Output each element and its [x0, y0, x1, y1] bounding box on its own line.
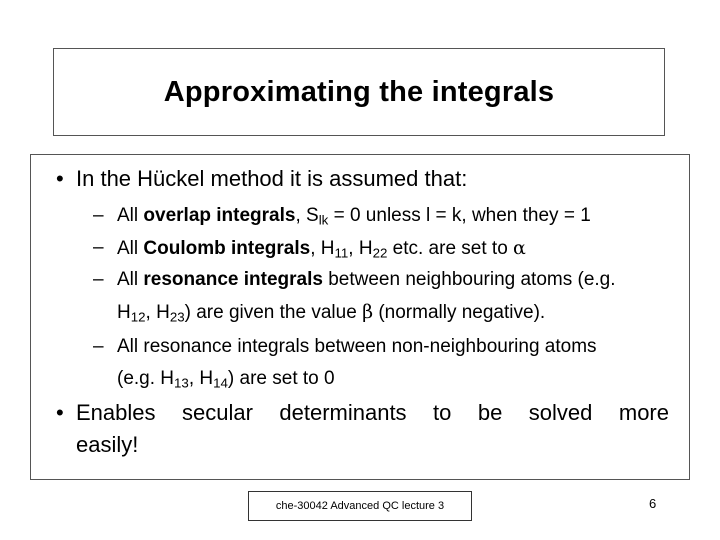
bullet-text: In the Hückel method it is assumed that: [76, 166, 468, 191]
alpha-symbol: α [513, 237, 526, 259]
dash-marker: – [93, 237, 104, 258]
dash-marker: – [93, 336, 104, 357]
sub-bullet-text-line1: All resonance integrals between neighbouring atoms (e.g. [117, 269, 616, 290]
dash-marker: – [93, 269, 104, 290]
footer-label: che-30042 Advanced QC lecture 3 [275, 500, 445, 512]
sub-bullet-text-line1: All resonance integrals between non-neighbouring atoms [117, 336, 597, 357]
bullet-text-line2: easily! [76, 432, 139, 457]
sub-bullet-text: All Coulomb integrals, $H_{11}$, $H_{22}$ etc. are set to α [117, 237, 526, 261]
bullet-text-line1: Enables secular determinants to be solved more [76, 400, 669, 425]
sub-bullet-text-line2: (e.g. $H_{13}$, $H_{14}$) are set to 0 [117, 368, 335, 391]
page-number: 6 [649, 496, 657, 511]
dash-marker: – [93, 205, 104, 226]
bullet-dot: • [56, 400, 64, 425]
bullet-dot: • [56, 166, 64, 191]
sub-bullet-text-line2: $H_{12}$, $H_{23}$) are given the value β (normally negative). [117, 301, 546, 325]
title-box [53, 48, 665, 136]
beta-symbol: β [362, 301, 374, 323]
slide-title: Approximating the integrals [163, 75, 555, 108]
sub-bullet-text: All overlap integrals, $S_{lk} = 0$ unless l = k, when they = 1 [117, 205, 591, 228]
footer-label-box [248, 491, 472, 521]
content-box [30, 154, 690, 480]
